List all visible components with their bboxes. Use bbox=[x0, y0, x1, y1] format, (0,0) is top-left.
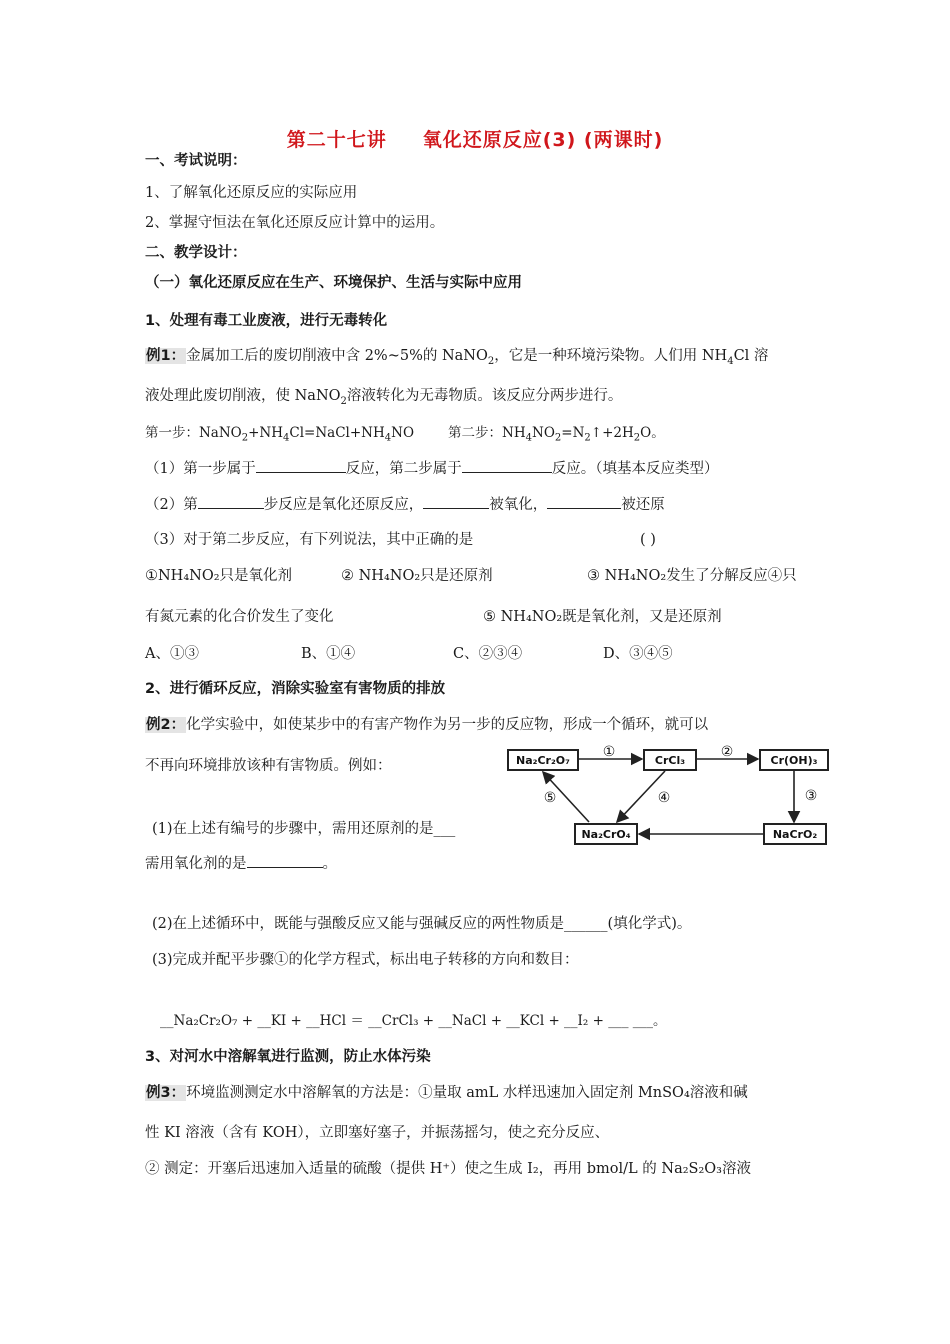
q2-d: 被还原 bbox=[621, 497, 665, 513]
option-b[interactable]: B、①④ bbox=[301, 646, 356, 662]
question1-1 bbox=[145, 458, 718, 479]
topic2-heading: 2、进行循环反应，消除实验室有害物质的排放 bbox=[145, 681, 446, 697]
q1-b: 反应，第二步属于 bbox=[345, 461, 462, 477]
example1-line1 bbox=[145, 346, 768, 366]
example1-line2-a: 液处理此废切削液，使 NaNO bbox=[145, 388, 341, 404]
step-number-4: ④ bbox=[657, 790, 671, 806]
statement-3: ③ NH₄NO₂发生了分解反应④只 bbox=[587, 568, 797, 584]
q1-a: （1）第一步属于 bbox=[145, 461, 256, 477]
statement-2: ② NH₄NO₂只是还原剂 bbox=[341, 568, 493, 584]
example2-label: 例2： bbox=[146, 717, 186, 733]
step1-c: Cl=NaCl+NH bbox=[289, 425, 385, 441]
design-subheading: （一）氧化还原反应在生产、环境保护、生活与实际中应用 bbox=[145, 275, 522, 291]
option-d[interactable]: D、③④⑤ bbox=[603, 646, 673, 662]
example2-line2: 不再向环境排放该种有害物质。例如： bbox=[145, 758, 392, 774]
question1-2 bbox=[145, 494, 665, 515]
statement-1: ①NH₄NO₂只是氧化剂 bbox=[145, 568, 293, 584]
example3-line1 bbox=[145, 1083, 748, 1103]
example3-line2: 性 KI 溶液（含有 KOH），立即塞好塞子，并振荡摇匀，使之充分反应、 bbox=[145, 1125, 610, 1141]
q3-answer-paren[interactable]: ( ) bbox=[640, 532, 656, 548]
label-na2cro4: Na₂CrO₄ bbox=[581, 828, 631, 841]
q1b-text: 需用氧化剂的是 bbox=[145, 856, 247, 872]
example3-text: 环境监测测定水中溶解氧的方法是：①量取 amL 水样迅速加入固定剂 MnSO₄溶液和碱 bbox=[186, 1085, 748, 1101]
label-na2cr2o7: Na₂Cr₂O₇ bbox=[516, 754, 570, 767]
example2-q3: (3)完成并配平步骤①的化学方程式，标出电子转移的方向和数目： bbox=[152, 952, 579, 968]
option-c[interactable]: C、②③④ bbox=[453, 646, 523, 662]
statement-4: 有氮元素的化合价发生了变化 bbox=[145, 609, 334, 625]
step-number-1: ① bbox=[602, 744, 616, 760]
q2-b: 步反应是氧化还原反应， bbox=[263, 497, 424, 513]
topic1-heading: 1、处理有毒工业废液，进行无毒转化 bbox=[145, 313, 388, 329]
option-a[interactable]: A、①③ bbox=[145, 646, 199, 662]
equation-to-balance: __Na₂Cr₂O₇ + __KI + __HCl ＝ __CrCl₃ + __NaCl + __KCl + __I₂ + ___ ___。 bbox=[160, 1013, 667, 1029]
label-croh3: Cr(OH)₃ bbox=[770, 754, 818, 767]
title-topic: 氧化还原反应(3) (两课时) bbox=[422, 129, 664, 151]
statement-5: ⑤ NH₄NO₂既是氧化剂，又是还原剂 bbox=[483, 609, 722, 625]
example1-text-a: 金属加工后的废切削液中含 2%~5%的 NaNO bbox=[186, 348, 488, 364]
step1-a: 第一步：NaNO bbox=[145, 425, 242, 441]
answer-blank[interactable] bbox=[462, 458, 552, 473]
example1-text-c: Cl 溶 bbox=[733, 348, 769, 364]
answer-blank[interactable] bbox=[547, 494, 621, 509]
sub: 4 bbox=[727, 355, 734, 367]
q1c-text: 。 bbox=[322, 856, 337, 872]
answer-blank[interactable] bbox=[256, 458, 346, 473]
sub: 2 bbox=[340, 395, 347, 407]
page-title bbox=[0, 125, 950, 152]
question1-3 bbox=[145, 530, 473, 550]
step2-e: O。 bbox=[640, 425, 665, 441]
step2-c: =N bbox=[561, 425, 585, 441]
example1-text-b: ，它是一种环境污染物。人们用 NH bbox=[494, 348, 728, 364]
reaction-steps: 第一步：$NaNO_2+NH_4Cl=NaCl+NH_4NO$ 第二步：$NH_4NO_2=N_2↑+2H_2O$。 bbox=[145, 425, 665, 444]
step-number-3: ③ bbox=[804, 788, 818, 804]
example2-text: 化学实验中，如使某步中的有害产物作为另一步的反应物，形成一个循环，就可以 bbox=[186, 717, 709, 733]
step1-d: NO bbox=[391, 425, 415, 441]
example3-line3: ② 测定：开塞后迅速加入适量的硫酸（提供 H⁺）使之生成 I₂，再用 bmol/L 的 Na₂S₂O₃溶液 bbox=[145, 1161, 751, 1177]
section-exam-heading: 一、考试说明： bbox=[145, 153, 247, 169]
label-nacro2: NaCrO₂ bbox=[772, 828, 818, 841]
q1-c: 反应。（填基本反应类型） bbox=[551, 461, 719, 477]
q3-text: （3）对于第二步反应，有下列说法，其中正确的是 bbox=[145, 532, 474, 548]
exam-item-2: 2、掌握守恒法在氧化还原反应计算中的运用。 bbox=[145, 215, 445, 231]
example2-q1-b bbox=[145, 853, 337, 874]
example2-q2: (2)在上述循环中，既能与强酸反应又能与强碱反应的两性物质是______(填化学式)。 bbox=[152, 916, 692, 932]
example1-line2-b: 溶液转化为无毒物质。该反应分两步进行。 bbox=[346, 388, 623, 404]
label-crcl3: CrCl₃ bbox=[654, 754, 686, 767]
topic3-heading: 3、对河水中溶解氧进行监测，防止水体污染 bbox=[145, 1049, 431, 1065]
q2-c: 被氧化， bbox=[489, 497, 548, 513]
q2-a: （2）第 bbox=[145, 497, 198, 513]
example2-line1 bbox=[145, 715, 708, 735]
step2-d: ↑+2H bbox=[590, 425, 634, 441]
step-number-2: ② bbox=[720, 744, 734, 760]
answer-blank[interactable] bbox=[423, 494, 489, 509]
example1-label: 例1： bbox=[146, 348, 186, 364]
step2-a: 第二步：NH bbox=[448, 425, 526, 441]
example1-line2 bbox=[145, 386, 622, 406]
chromium-cycle-diagram bbox=[505, 744, 835, 849]
answer-blank[interactable] bbox=[198, 494, 264, 509]
step2-b: NO bbox=[532, 425, 555, 441]
exam-item-1: 1、了解氧化还原反应的实际应用 bbox=[145, 185, 358, 201]
title-lecture: 第二十七讲 bbox=[286, 129, 387, 151]
step1-b: +NH bbox=[248, 425, 284, 441]
sub: 2 bbox=[487, 355, 495, 367]
example3-label: 例3： bbox=[146, 1085, 186, 1101]
answer-blank[interactable] bbox=[247, 853, 323, 868]
step-number-5: ⑤ bbox=[543, 790, 557, 806]
section-design-heading: 二、教学设计： bbox=[145, 245, 247, 261]
example2-q1-a: (1)在上述有编号的步骤中，需用还原剂的是___ bbox=[152, 821, 456, 837]
